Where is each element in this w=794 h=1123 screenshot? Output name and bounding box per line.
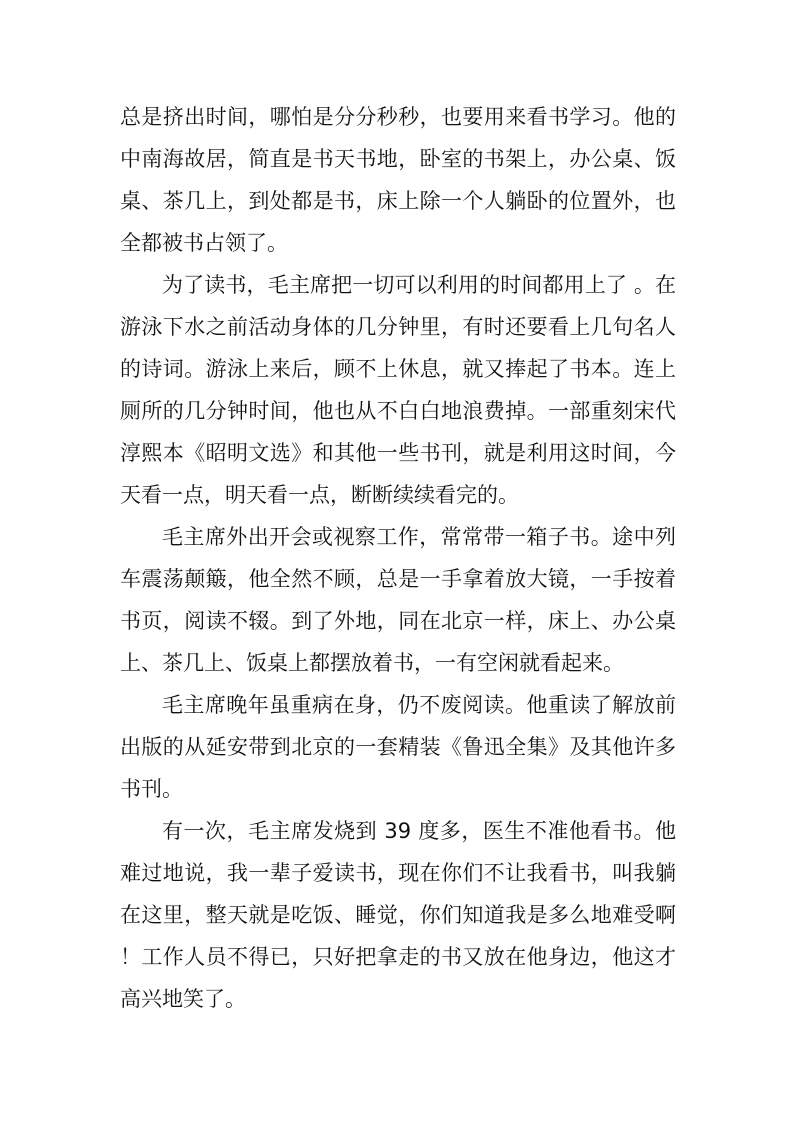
document-page xyxy=(120,96,676,1020)
paragraph-continuation: 总是挤出时间，哪怕是分分秒秒，也要用来看书学习。他的中南海故居，简直是书天书地，卧室的书架上，办公桌、饭桌、茶几上，到处都是书，床上除一个人躺卧的位置外，也全都被书占领了。 xyxy=(120,105,676,255)
paragraph-late-years: 毛主席晚年虽重病在身，仍不废阅读。他重读了解放前出版的从延安带到北京的一套精装《鲁迅全集》及其他许多书刊。 xyxy=(120,693,676,801)
paragraph-fever-story: 有一次，毛主席发烧到 39 度多，医生不准他看书。他难过地说，我一辈子爱读书，现在你们不让我看书，叫我躺在这里，整天就是吃饭、睡觉，你们知道我是多么地难受啊！工作人员不得已，只好把拿走的书又放在他身边，他这才高兴地笑了。 xyxy=(120,819,676,1011)
paragraph-travel-reading: 毛主席外出开会或视察工作，常常带一箱子书。途中列车震荡颠簸，他全然不顾，总是一手拿着放大镜，一手按着书页，阅读不辍。到了外地，同在北京一样，床上、办公桌上、茶几上、饭桌上都摆放着书，一有空闲就看起来。 xyxy=(120,525,676,675)
paragraph-reading-time: 为了读书，毛主席把一切可以利用的时间都用上了 。在游泳下水之前活动身体的几分钟里，有时还要看上几句名人的诗词。游泳上来后，顾不上休息，就又捧起了书本。连上厕所的几分钟时间，他也从不白白地浪费掉。一部重刻宋代淳熙本《昭明文选》和其他一些书刊，就是利用这时间，今天看一点，明天看一点，断断续续看完的。 xyxy=(120,273,676,507)
